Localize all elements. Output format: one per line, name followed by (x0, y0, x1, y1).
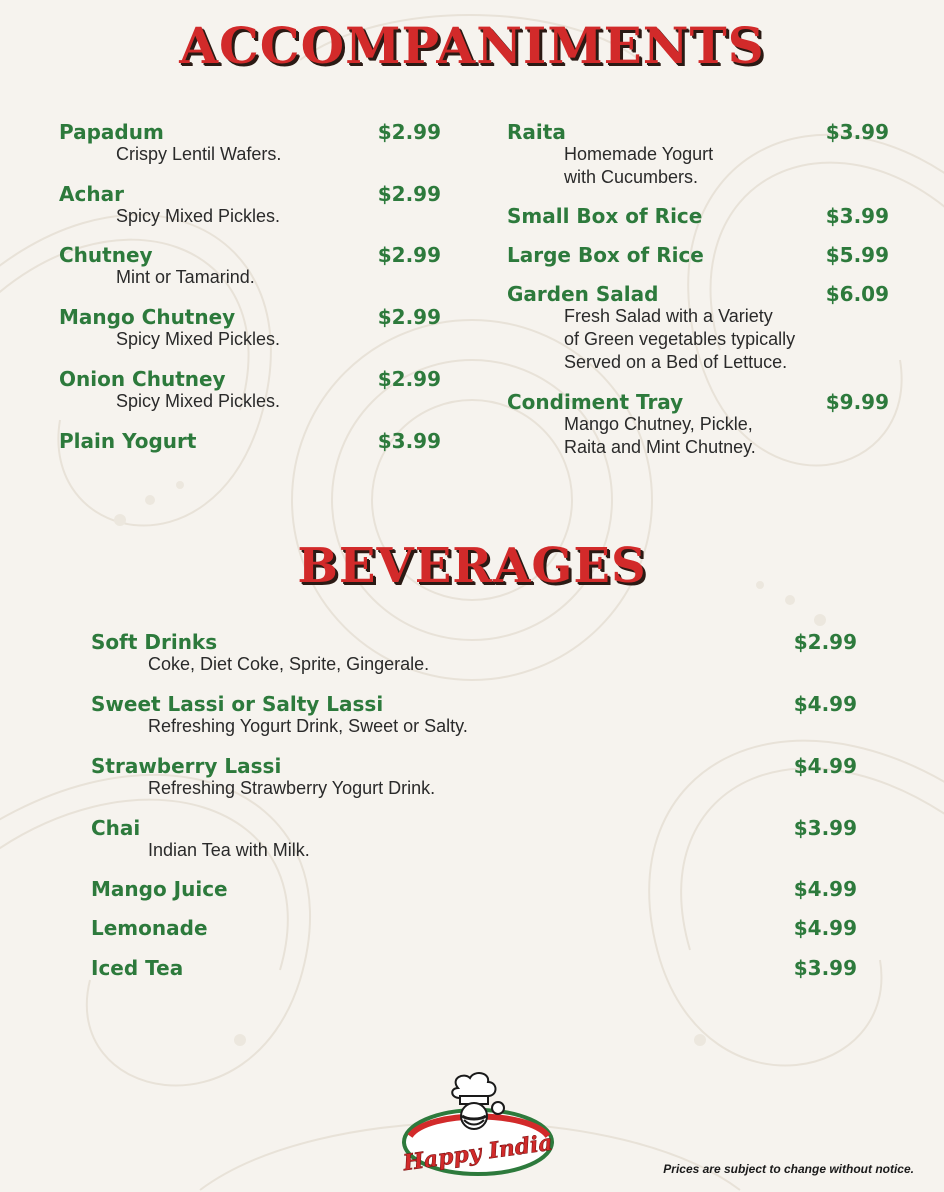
menu-item-header (91, 956, 857, 982)
menu-item-header (59, 243, 441, 269)
menu-item-name: Papadum (59, 120, 164, 144)
menu-item (91, 877, 857, 903)
menu-item (507, 243, 889, 269)
menu-item (91, 956, 857, 982)
menu-item-header (507, 390, 889, 416)
menu-item-name: Mango Juice (91, 877, 228, 901)
beverages-list (91, 630, 857, 1000)
menu-item-name: Garden Salad (507, 282, 659, 306)
menu-item-header (59, 120, 441, 146)
menu-item-price: $9.99 (825, 390, 889, 414)
menu-item-name: Raita (507, 120, 566, 144)
accompaniments-right-column (507, 120, 889, 480)
menu-item (507, 390, 889, 459)
menu-item-name: Small Box of Rice (507, 204, 703, 228)
menu-item-price: $5.99 (825, 243, 889, 267)
menu-item-header (507, 120, 889, 146)
menu-item-name: Chutney (59, 243, 153, 267)
menu-item (91, 754, 857, 800)
menu-item-price: $4.99 (793, 754, 857, 778)
menu-item-price: $4.99 (793, 916, 857, 940)
menu-item (507, 204, 889, 230)
menu-item-header (59, 429, 441, 455)
menu-item-price: $4.99 (793, 692, 857, 716)
menu-item-name: Plain Yogurt (59, 429, 197, 453)
menu-item-name: Lemonade (91, 916, 208, 940)
menu-item-price: $3.99 (793, 956, 857, 980)
menu-item-description: Refreshing Yogurt Drink, Sweet or Salty. (148, 716, 468, 736)
menu-item-description: Coke, Diet Coke, Sprite, Gingerale. (148, 654, 430, 674)
menu-item-header (507, 282, 889, 308)
menu-item-description: Spicy Mixed Pickles. (116, 391, 281, 411)
menu-item-description: Indian Tea with Milk. (148, 840, 310, 860)
menu-item-name: Soft Drinks (91, 630, 218, 654)
beverages-title: BEVERAGES (297, 538, 647, 594)
menu-item-header (91, 630, 857, 656)
accompaniments-left-column (59, 120, 441, 480)
menu-item-name: Strawberry Lassi (91, 754, 282, 778)
menu-item-header (91, 877, 857, 903)
menu-item (59, 182, 441, 228)
menu-item-description: Homemade Yogurt with Cucumbers. (564, 144, 714, 187)
menu-item-price: $2.99 (377, 120, 441, 144)
menu-item (59, 367, 441, 413)
menu-item-description: Spicy Mixed Pickles. (116, 329, 281, 349)
menu-item-price: $4.99 (793, 877, 857, 901)
menu-item-header (507, 243, 889, 269)
menu-item-name: Mango Chutney (59, 305, 236, 329)
menu-item (507, 282, 889, 374)
menu-item-price: $3.99 (825, 204, 889, 228)
menu-item-description: Fresh Salad with a Variety of Green vegetables typically Served on a Bed of Lettuce. (564, 306, 796, 372)
menu-item-price: $2.99 (377, 243, 441, 267)
menu-item (59, 429, 441, 455)
menu-item (91, 916, 857, 942)
menu-item (91, 692, 857, 738)
menu-item-header (91, 754, 857, 780)
menu-item-price: $2.99 (377, 305, 441, 329)
menu-item-price: $3.99 (377, 429, 441, 453)
menu-item (91, 816, 857, 862)
menu-item-price: $3.99 (825, 120, 889, 144)
menu-item (59, 120, 441, 166)
menu-item-header (59, 305, 441, 331)
menu-item-price: $3.99 (793, 816, 857, 840)
menu-item-name: Condiment Tray (507, 390, 684, 414)
menu-item-name: Onion Chutney (59, 367, 226, 391)
happy-india-logo (398, 1070, 558, 1180)
accompaniments-title: ACCOMPANIMENTS (179, 16, 765, 75)
menu-item-header (91, 816, 857, 842)
menu-item-name: Large Box of Rice (507, 243, 704, 267)
menu-item (59, 305, 441, 351)
menu-item (59, 243, 441, 289)
menu-item (507, 120, 889, 189)
menu-item-header (59, 367, 441, 393)
menu-item-description: Mint or Tamarind. (116, 267, 255, 287)
menu-item-name: Sweet Lassi or Salty Lassi (91, 692, 384, 716)
menu-item-description: Crispy Lentil Wafers. (116, 144, 282, 164)
menu-item-header (507, 204, 889, 230)
menu-item-price: $2.99 (793, 630, 857, 654)
menu-item-header (91, 916, 857, 942)
menu-item-description: Mango Chutney, Pickle, Raita and Mint Chutney. (564, 414, 756, 457)
menu-item-price: $6.09 (825, 282, 889, 306)
menu-item-name: Achar (59, 182, 124, 206)
menu-item-price: $2.99 (377, 367, 441, 391)
menu-item-price: $2.99 (377, 182, 441, 206)
menu-item-name: Iced Tea (91, 956, 184, 980)
menu-item-header (91, 692, 857, 718)
menu-item (91, 630, 857, 676)
menu-item-description: Spicy Mixed Pickles. (116, 206, 281, 226)
menu-item-description: Refreshing Strawberry Yogurt Drink. (148, 778, 436, 798)
price-disclaimer: Prices are subject to change without notice. (663, 1162, 914, 1176)
menu-item-name: Chai (91, 816, 141, 840)
menu-item-header (59, 182, 441, 208)
logo-text: Happy India (401, 1129, 555, 1177)
